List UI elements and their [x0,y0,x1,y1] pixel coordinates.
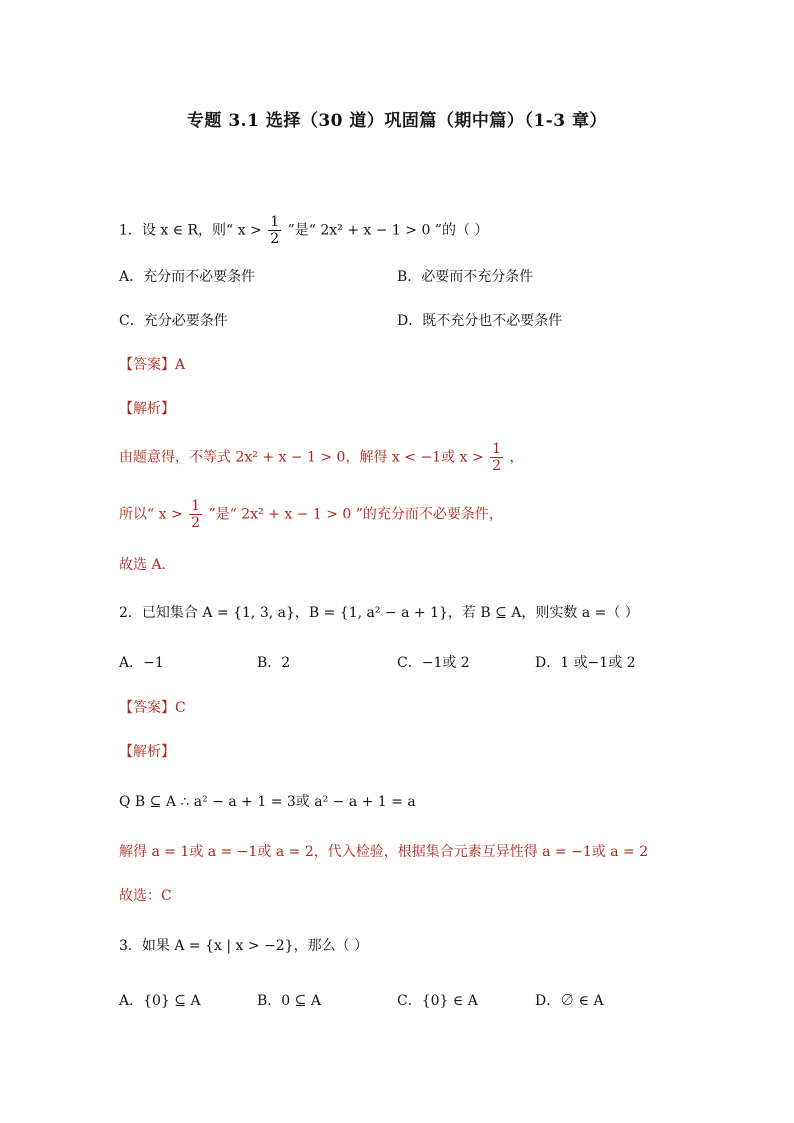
q2-answer: 【答案】C [119,700,186,716]
q1-l1-fraction [490,441,503,474]
q1-option-a: A．充分而不必要条件 [119,269,256,285]
q1-frac-den: 2 [270,231,280,247]
q3-option-a: A．{0} ⊆ A [119,993,201,1009]
q2-option-d: D．1 或−1或 2 [535,655,636,671]
q2-analysis-line-1: Q B ⊆ A ∴ a² − a + 1 = 3或 a² − a + 1 = a [119,794,416,810]
q1-l1-num: 1 [492,441,501,457]
q2-option-b: B．2 [257,655,291,671]
q1-l1-den: 2 [492,458,501,474]
q1-conclusion: 故选 A． [119,557,176,573]
question-1-stem [119,214,488,247]
q1-fraction [268,214,281,247]
q2-option-a: A．−1 [119,655,164,671]
q1-frac-num: 1 [270,214,280,230]
q1-answer: 【答案】A [119,357,186,373]
q1-l1-suffix: ， [509,449,524,466]
q1-l2-prefix: 所以“ x > [119,506,183,523]
q2-option-c: C．−1或 2 [397,655,470,671]
question-2-stem: 2．已知集合 A = {1, 3, a}，B = {1, a² − a + 1}，若 B ⊆ A，则实数 a =（ ） [119,605,639,621]
q1-option-c: C．充分必要条件 [119,313,228,329]
q1-analysis-label: 【解析】 [119,401,175,417]
q2-analysis-line-2: 解得 a = 1或 a = −1或 a = 2，代入检验，根据集合元素互异性得 a = −1或 a = 2 [119,844,649,860]
q1-analysis-line-2 [119,498,503,531]
q1-option-d: D．既不充分也不必要条件 [397,313,563,329]
q3-option-d: D．∅ ∈ A [535,993,604,1009]
page-title: 专题 3.1 选择（30 道）巩固篇（期中篇）（1-3 章） [186,111,608,131]
q1-l1-prefix: 由题意得，不等式 2x² + x − 1 > 0，解得 x < −1或 x > [119,449,484,466]
q1-prefix: 1．设 x ∈ R，则“ x > [119,222,262,239]
q1-analysis-line-1 [119,441,523,474]
q1-l2-den: 2 [191,515,201,531]
q1-l2-fraction [189,498,202,531]
q3-option-b: B．0 ⊆ A [257,993,321,1009]
q2-conclusion: 故选：C [119,888,172,904]
q1-l2-num: 1 [191,498,201,514]
q3-option-c: C．{0} ∈ A [397,993,478,1009]
q2-analysis-label: 【解析】 [119,744,175,760]
q1-l2-suffix: ”是“ 2x² + x − 1 > 0 ”的充分而不必要条件， [208,506,503,523]
q1-option-b: B．必要而不充分条件 [397,269,534,285]
question-3-stem: 3．如果 A = {x | x > −2}，那么（ ） [119,938,369,954]
q1-suffix: ”是“ 2x² + x − 1 > 0 ”的（ ） [287,222,489,239]
